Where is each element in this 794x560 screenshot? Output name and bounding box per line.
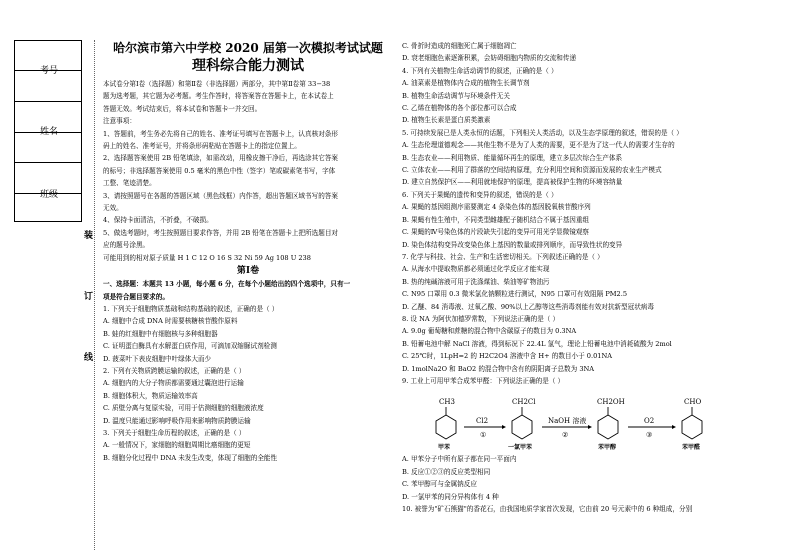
question-line: C. 乙烯在植物体的各个部位都可以合成	[402, 104, 517, 113]
step-label-3: ③	[646, 431, 653, 440]
step-label-1: ①	[480, 431, 487, 440]
reaction-scheme-diagram	[402, 387, 787, 453]
intro-line: 4、保持卡面清洁，不折叠，不破损。	[103, 216, 213, 225]
benzene-ring-icon	[682, 415, 702, 439]
question-line: 4. 下列有关植物生命活动调节的叙述，正确的是（ ）	[402, 66, 558, 75]
question-line: D. 植物生长素是蛋白质类激素	[402, 116, 491, 125]
section-heading: 第Ⅰ卷	[236, 266, 260, 277]
question-line: B. 蛙的红细胞中有细胞核与多种细胞器	[103, 329, 218, 338]
question-line: A. 生态伦理道德观念——其他生物不是为了人类的需要，更不是为了这一代人的需要才生存的	[402, 141, 675, 150]
reagent-cl2: Cl2	[476, 417, 489, 426]
question-line: 10. 被誉为"矿石熊猫"的香花石，由我国地质学家首次发现，它由前 20 号元素中的 6 种组成，分别	[402, 505, 693, 513]
reagent-o2: O2	[644, 417, 655, 426]
question-line: B. 反应①②③的反应类型相同	[402, 467, 491, 476]
arrow-head-icon	[588, 425, 592, 429]
exam-number-label: 考号	[40, 66, 59, 76]
instruction-line: 项是符合题目要求的。	[103, 292, 169, 301]
question-line: B. 细胞分化过程中 DNA 未发生改变，体现了细胞的全能性	[103, 453, 278, 462]
species-benzaldehyde: 苯甲醛	[682, 444, 701, 452]
question-line: C. 证明蛋白酶具有水解蛋白质作用，可滴加双缩脲试剂检测	[103, 342, 277, 351]
reagent-naoh: NaOH 溶液	[548, 417, 587, 426]
class-label: 班级	[40, 190, 59, 200]
name-label: 姓名	[40, 127, 59, 137]
question-line: B. 铅蓄电池中解 NaCl 溶液，得到标况下 22.4L 氢气，理论上铅蓄电池中消耗硫酸为 2mol	[402, 339, 672, 348]
species-benzyl-alcohol: 苯甲醇	[598, 444, 617, 452]
question-line: 7. 化学与科技、社会、生产和生活密切相关。下列叙述正确的是（ ）	[402, 252, 604, 261]
intro-line: 本试卷分第Ⅰ卷（选择题）和第Ⅱ卷（非选择题）两部分，其中第Ⅱ卷第 33−38	[103, 80, 331, 88]
questions-block	[103, 303, 393, 464]
question-line: B. 热的纯碱溶液可用于洗涤煤油、柴油等矿物油污	[402, 277, 550, 286]
arrow-head-icon	[502, 425, 506, 429]
question-line: B. 细胞体积大，物质运输效率高	[103, 391, 198, 400]
question-line: 8. 设 NA 为阿伏加德罗常数，下列说法正确的是（ ）	[402, 314, 560, 323]
intro-line: 的标号；非选择题答案使用 0.5 毫米的黑色中性（签字）笔或碳素笔书写，字体	[103, 166, 336, 175]
right-column	[402, 40, 787, 515]
binding-char-zhuang: 装	[84, 231, 94, 241]
question-line: D. 温度只能通过影响呼吸作用来影响物质跨膜运输	[103, 416, 251, 425]
group-ch2cl: CH2Cl	[512, 398, 536, 407]
question-line: D. 1molNa2O 和 BaO2 的混合物中含有的阴阳离子总数为 3NA	[402, 364, 595, 373]
question-line: B. 生态农业——利用物质、能量循环再生的原理，建立多层次综合生产体系	[402, 153, 623, 162]
question-line: A. 一般情况下，家细胞的细胞周期比癌细胞的更短	[103, 441, 251, 450]
student-info-box	[14, 40, 82, 222]
question-line: C. 立体农业——利用了群落的空间结构原理，充分利用空间和资源而发展的农业生产模式	[402, 166, 662, 175]
binding-char-ding: 订	[84, 292, 94, 302]
question-line: C. 骨折时造成的细胞死亡属于细胞凋亡	[402, 42, 517, 50]
question-line: C. 25℃时，1LpH=2 的 H2C2O4 溶液中含 H+ 的数目小于 0.01NA	[402, 352, 613, 361]
question-line: 6. 下列关于果蝇的遗传和变异的叙述，错误的是（ ）	[402, 190, 558, 199]
binding-char-xian: 线	[84, 353, 94, 363]
question-line: A. 9.0g 葡萄糖和蔗糖的混合物中含碳原子的数目为 0.3NA	[402, 327, 577, 336]
intro-line: 题为选考题，其它题为必考题。考生作答时，将答案答在答题卡上，在本试卷上	[103, 92, 334, 101]
intro-block	[103, 78, 393, 264]
benzene-ring-icon	[436, 415, 456, 439]
exam-subtitle: 理科综合能力测试	[192, 58, 304, 74]
question-line: 9. 工业上可用甲苯合成苯甲醛：下列说法正确的是（ ）	[402, 376, 565, 385]
group-ch2oh: CH2OH	[597, 398, 625, 407]
question-line: B. 果蝇有性生殖中，不同类型雌雄配子随机结合不属于基因重组	[402, 215, 590, 224]
left-column	[103, 40, 393, 464]
intro-line: 码上的姓名、准考证号，并将条形码粘贴在答题卡上的指定位置上。	[103, 142, 301, 151]
question-line: C. 果蝇的Ⅳ号染色体的片段缺失引起的变异可用光学显微镜观察	[402, 228, 590, 237]
intro-line: 3、请按照题号在各题的答题区域（黑色线框）内作答，超出答题区域书写的答案	[103, 191, 338, 200]
step-label-2: ②	[562, 431, 569, 440]
intro-line: 1、答题前，考生务必先将自己的姓名、准考证号填写在答题卡上，认真核对条形	[103, 129, 338, 138]
question-line: 3. 下列关于细胞生命历程的叙述，正确的是（ ）	[103, 428, 246, 437]
group-ch3: CH3	[439, 398, 455, 407]
species-chlorotoluene: 一氯甲苯	[508, 444, 533, 452]
question-line: 1. 下列关于细胞物质基础和结构基础的叙述，正确的是（ ）	[103, 304, 279, 313]
intro-line: 注意事项：	[103, 117, 136, 126]
question-line: A. 从海水中提取物质都必须通过化学反应才能实现	[402, 265, 550, 274]
question-line: D. 菠菜叶下表皮细胞中叶绿体大而少	[103, 354, 212, 363]
intro-line: 2、选择题答案使用 2B 铅笔填涂，如需改动，用橡皮擦干净后，再选涂其它答案	[103, 154, 339, 163]
group-cho: CHO	[684, 398, 702, 407]
species-toluene: 甲苯	[438, 444, 451, 452]
question-line: D. 染色体结构变异改变染色体上基因的数量或排列顺序，而导致性状的变异	[402, 240, 623, 249]
question-line: C. 质壁分离与复原实验，可用于估测细胞的细胞液浓度	[103, 404, 264, 413]
intro-line: 工整、笔迹清楚。	[103, 179, 156, 188]
question-line: D. 一氯甲苯的同分异构体有 4 种	[402, 492, 499, 501]
question-line: A. 细胞内的大分子物质都需要通过囊泡进行运输	[103, 379, 244, 388]
intro-line: 答题无效。考试结束后，将本试卷和答题卡一并交回。	[103, 104, 262, 113]
intro-line: 可能用到的相对原子质量 H 1 C 12 O 16 S 32 Ni 59 Ag 108 U 238	[103, 253, 311, 262]
arrow-head-icon	[672, 425, 676, 429]
instruction-line: 一、选择题：本题共 13 小题，每小题 6 分，在每个小题给出的四个选项中，只有一	[103, 280, 351, 289]
intro-line: 无效。	[103, 204, 123, 213]
question-line: D. 建立自然保护区——利用就地保护的原理，提高被保护生物的环境容纳量	[402, 178, 623, 187]
question-line: 5. 可持续发展已是人类永恒的话题，下列相关人类活动，以及生态学原理的叙述，错误的是（ ）	[402, 128, 683, 137]
question-line: A. 甲苯分子中所有原子都在同一平面内	[402, 455, 517, 464]
exam-title: 哈尔滨市第六中学校 2020 届第一次模拟考试试题	[113, 41, 383, 55]
binding-dotted-line	[94, 40, 95, 550]
intro-line: 应的题号涂黑。	[103, 241, 150, 250]
question-line: C. N95 口罩用 0.3 微米氯化钠颗粒进行测试，N95 口罩可有效阻隔 PM2.5	[402, 290, 628, 299]
question-line: C. 苯甲醇可与金属钠反应	[402, 480, 477, 489]
question-line: A. 油菜素是植物体内合成的植物生长调节剂	[402, 79, 530, 88]
question-line: A. 果蝇的基因组测序需要测定 4 条染色体的基因脱氧核苷酸序列	[402, 203, 591, 212]
question-line: A. 细胞中合成 DNA 时需要核糖核苷酸作原料	[103, 317, 238, 326]
question-line: B. 植物生命活动调节与环境条件无关	[402, 91, 510, 100]
benzene-ring-icon	[512, 415, 532, 439]
question-line: 2. 下列有关物质跨膜运输的叙述，正确的是（ ）	[103, 366, 246, 375]
question-line: D. 衰老细胞色素逐渐积累，会妨碍细胞内物质的交流和传递	[402, 54, 577, 63]
benzene-ring-icon	[598, 415, 618, 439]
intro-line: 5、做选考题时，考生按照题目要求作答，并用 2B 铅笔在答题卡上把所选题目对	[103, 228, 339, 237]
question-line: D. 乙醚、84 消毒液、过氧乙酸、90%以上乙醇等这些消毒剂能有效对抗新型冠状病毒	[402, 302, 654, 311]
